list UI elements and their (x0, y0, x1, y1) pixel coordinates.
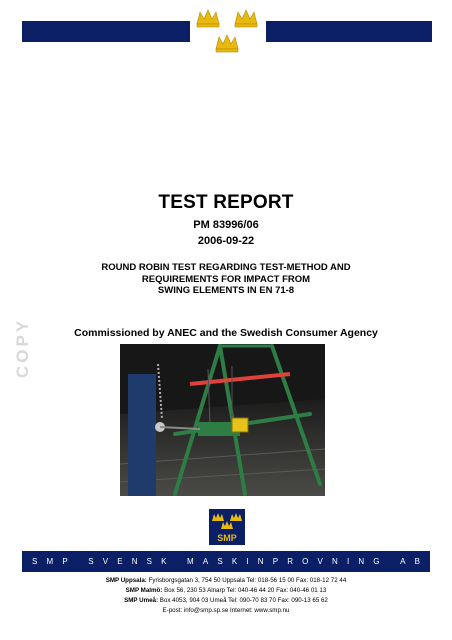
band-letter: N (131, 557, 138, 566)
report-number: PM 83996/06 (193, 219, 259, 231)
header-bar-left (22, 21, 190, 42)
address-text: Box 56, 230 53 Alnarp Tel: 040-46 44 20 Fax: 040-46 01 13 (164, 587, 327, 594)
band-letter: S (88, 557, 94, 566)
address-text: Fyrisborgsgatan 3, 754 50 Uppsala Tel: 018-56 15 00 Fax: 018-12 72 44 (148, 577, 347, 584)
report-title: TEST REPORT (158, 192, 294, 213)
band-letter: M (187, 557, 194, 566)
subject-line: ROUND ROBIN TEST REGARDING TEST-METHOD AND (101, 262, 351, 273)
logo-text: SMP (217, 533, 237, 543)
smp-crowns-logo (209, 509, 245, 545)
band-letter: K (231, 557, 238, 566)
copy-watermark: COPY (13, 317, 32, 378)
subject-line: REQUIREMENTS FOR IMPACT FROM (141, 273, 311, 285)
band-letter: A (202, 557, 209, 566)
company-name-band (22, 551, 430, 572)
address-name: SMP Malmö: (125, 587, 163, 594)
report-date: 2006-09-22 (197, 235, 255, 247)
test-rig-photo (120, 344, 325, 496)
band-letter: K (161, 557, 167, 566)
address-line (0, 587, 452, 594)
band-letter: I (246, 557, 249, 566)
band-letter: N (358, 557, 365, 566)
address-name: SMP Uppsala: (105, 577, 147, 584)
address-line (0, 597, 452, 604)
report-subject (0, 262, 452, 297)
band-letter: B (414, 557, 420, 566)
address-line (0, 607, 452, 614)
band-letter: R (287, 557, 293, 566)
address-text: Box 4053, 904 03 Umeå Tel: 090-70 83 70 Fax: 090-13 65 62 (159, 597, 328, 604)
band-letter: I (346, 557, 350, 566)
band-letter: N (332, 557, 338, 566)
band-letter: V (317, 557, 323, 566)
header-bar-right (266, 21, 432, 42)
address-line (0, 577, 452, 584)
commissioned-by: Commissioned by ANEC and the Swedish Consumer Agency (74, 327, 378, 339)
band-letter (389, 557, 391, 566)
three-crowns-icon (194, 6, 260, 58)
band-letter: G (373, 557, 380, 566)
band-letter: P (62, 557, 68, 566)
band-letter: S (146, 557, 152, 566)
band-letter: V (102, 557, 109, 566)
band-letter: S (217, 557, 223, 566)
band-letter: S (32, 557, 38, 566)
subject-line: SWING ELEMENTS IN EN 71-8 (157, 285, 295, 296)
band-letter (77, 557, 79, 566)
band-letter: O (302, 557, 309, 566)
address-name: SMP Umeå: (124, 597, 159, 604)
band-letter: E (117, 557, 123, 566)
band-letter: N (257, 557, 264, 566)
band-letter (176, 557, 178, 566)
band-letter: M (46, 557, 54, 566)
contact-text: E-post: info@smp.sp.se Internet: www.smp.nu (162, 607, 290, 614)
band-letter: A (400, 557, 406, 566)
band-letter: P (272, 557, 279, 566)
